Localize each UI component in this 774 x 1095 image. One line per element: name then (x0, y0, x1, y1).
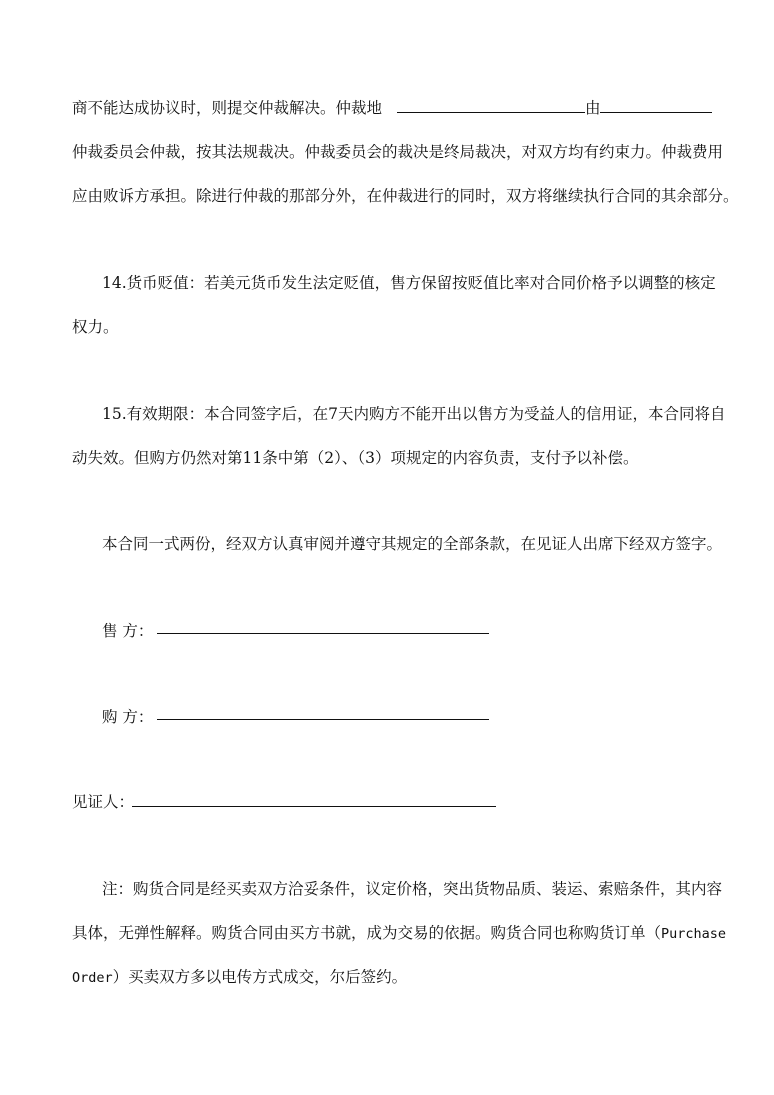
seller-label: 售 方： (102, 622, 154, 640)
clause-15-line-1: 15.有效期限：本合同签字后，在7天内购方不能开出以售方为受益人的信用证，本合同将自 (102, 405, 726, 423)
closing-paragraph: 本合同一式两份，经双方认真审阅并遵守其规定的全部条款，在见证人出席下经双方签字。 (102, 535, 723, 553)
clause-15-line-2: 动失效。但购方仍然对第11条中第（2）、（3）项规定的内容负责，支付予以补偿。 (72, 449, 639, 467)
note-line-2 (72, 922, 726, 945)
note-line-3 (72, 966, 407, 989)
arbitration-by-label: 由 (584, 99, 601, 117)
witness-label: 见证人： (72, 793, 135, 811)
witness-signature-line[interactable] (132, 806, 496, 807)
arbitration-place-blank[interactable] (397, 96, 585, 113)
arbitration-line-1 (72, 96, 712, 119)
note-purchase-word: Purchase (661, 926, 727, 942)
note-line-3-text: ）买卖双方多以电传方式成交，尔后签约。 (112, 968, 408, 986)
arbitration-line-2: 仲裁委员会仲裁，按其法规裁决。仲裁委员会的裁决是终局裁决，对双方均有约束力。仲裁费用 (72, 143, 724, 161)
clause-14-line-2: 权力。 (72, 318, 119, 336)
arbitration-text: 商不能达成协议时，则提交仲裁解决。仲裁地 (72, 99, 383, 117)
seller-signature-line[interactable] (157, 633, 489, 634)
clause-14-line-1: 14.货币贬值：若美元货币发生法定贬值，售方保留按贬值比率对合同价格予以调整的核定 (102, 274, 716, 292)
arbitration-line-3: 应由败诉方承担。除进行仲裁的那部分外，在仲裁进行的同时，双方将继续执行合同的其余部分。 (72, 187, 739, 205)
note-line-1: 注：购货合同是经买卖双方洽妥条件，议定价格，突出货物品质、装运、索赔条件，其内容 (102, 880, 723, 898)
buyer-signature-line[interactable] (157, 719, 489, 720)
arbitration-commission-blank[interactable] (600, 96, 712, 113)
note-order-word: Order (72, 970, 113, 986)
buyer-label: 购 方： (102, 708, 154, 726)
note-line-2-text: 具体，无弹性解释。购货合同由买方书就，成为交易的依据。购货合同也称购货订单（ (72, 924, 662, 942)
